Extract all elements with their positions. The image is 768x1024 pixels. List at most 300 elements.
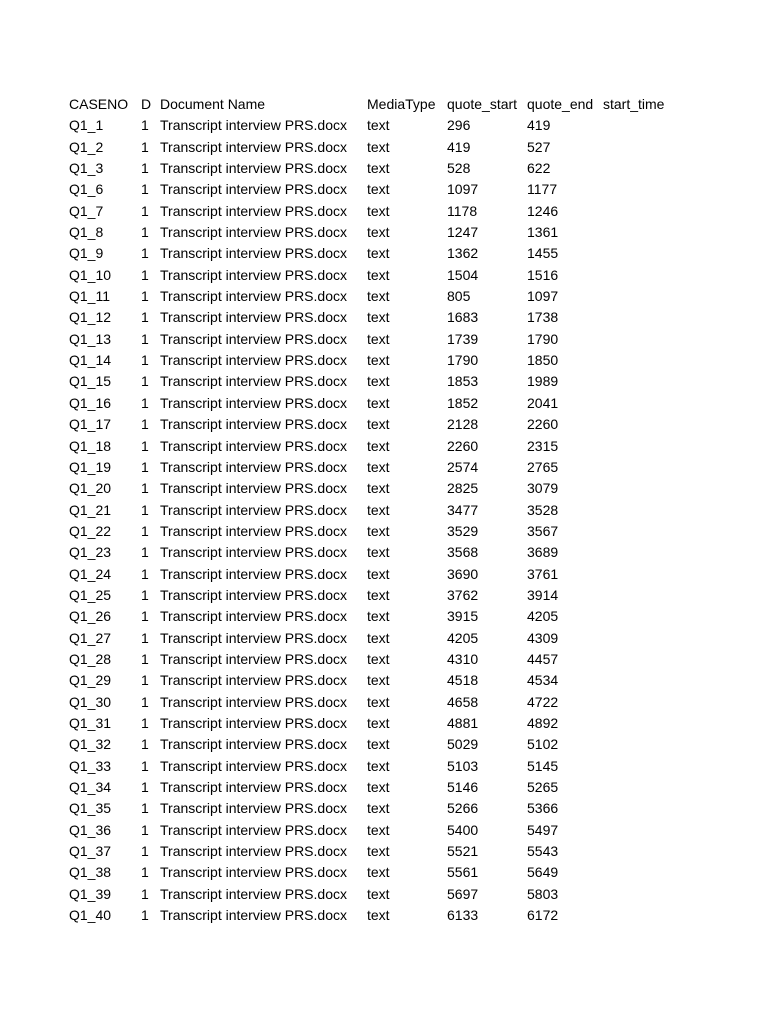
cell-document-name: Transcript interview PRS.docx <box>160 757 347 774</box>
cell-start-time <box>603 393 683 414</box>
cell-caseno: Q1_34 <box>69 779 112 795</box>
cell-start-time <box>603 158 683 179</box>
cell-media-type: text <box>367 160 390 177</box>
cell-start-time <box>603 414 683 435</box>
cell-start-time <box>603 649 683 670</box>
table-row <box>69 371 683 392</box>
cell-quote-end: 6172 <box>527 907 559 924</box>
cell-quote-start: 5400 <box>447 821 479 838</box>
cell-document-name: Transcript interview PRS.docx <box>160 245 347 262</box>
cell-caseno: Q1_35 <box>69 800 112 817</box>
cell-d: 1 <box>141 714 149 731</box>
cell-quote-start: 5697 <box>447 885 479 902</box>
table-row <box>69 905 683 926</box>
cell-media-type: text <box>367 821 390 838</box>
cell-d: 1 <box>141 821 149 838</box>
cell-quote-start: 2128 <box>447 416 479 433</box>
cell-caseno: Q1_32 <box>69 736 112 753</box>
cell-media-type: text <box>367 736 390 753</box>
cell-start-time <box>603 756 683 777</box>
cell-d: 1 <box>141 117 149 134</box>
cell-d: 1 <box>141 586 149 603</box>
cell-d: 1 <box>141 757 149 774</box>
cell-document-name: Transcript interview PRS.docx <box>160 480 347 497</box>
cell-caseno: Q1_23 <box>69 544 112 561</box>
table-row <box>69 542 683 563</box>
header-quote-start: quote_start <box>447 96 518 112</box>
cell-start-time <box>603 329 683 350</box>
table-row <box>69 329 683 350</box>
cell-media-type: text <box>367 416 390 433</box>
cell-caseno: Q1_21 <box>69 501 112 518</box>
table-row <box>69 564 683 585</box>
table-row <box>69 457 683 478</box>
cell-document-name: Transcript interview PRS.docx <box>160 714 347 731</box>
cell-media-type: text <box>367 714 390 731</box>
cell-quote-end: 1097 <box>527 288 559 305</box>
cell-media-type: text <box>367 245 390 262</box>
cell-start-time <box>603 222 683 243</box>
cell-quote-end: 4892 <box>527 714 559 731</box>
cell-document-name: Transcript interview PRS.docx <box>160 458 347 475</box>
cell-quote-start: 2260 <box>447 437 479 454</box>
header-start-time: start_time <box>603 96 665 112</box>
cell-document-name: Transcript interview PRS.docx <box>160 352 347 369</box>
table-row <box>69 436 683 457</box>
cell-quote-end: 5102 <box>527 736 559 753</box>
cell-start-time <box>603 521 683 542</box>
cell-caseno: Q1_14 <box>69 352 112 369</box>
cell-d: 1 <box>141 480 149 497</box>
cell-media-type: text <box>367 650 390 667</box>
cell-document-name: Transcript interview PRS.docx <box>160 800 347 817</box>
cell-document-name: Transcript interview PRS.docx <box>160 650 347 667</box>
cell-document-name: Transcript interview PRS.docx <box>160 544 347 561</box>
cell-d: 1 <box>141 330 149 347</box>
cell-d: 1 <box>141 565 149 582</box>
table-row <box>69 286 683 307</box>
cell-start-time <box>603 585 683 606</box>
cell-caseno: Q1_28 <box>69 650 112 667</box>
cell-d: 1 <box>141 437 149 454</box>
table-row <box>69 243 683 264</box>
cell-document-name: Transcript interview PRS.docx <box>160 522 347 539</box>
table-row <box>69 884 683 905</box>
cell-caseno: Q1_33 <box>69 757 112 774</box>
cell-quote-start: 4658 <box>447 693 479 710</box>
cell-quote-end: 622 <box>527 160 551 177</box>
cell-quote-start: 4881 <box>447 714 479 731</box>
cell-d: 1 <box>141 779 149 795</box>
cell-caseno: Q1_16 <box>69 394 112 411</box>
table-row <box>69 649 683 670</box>
cell-quote-end: 1246 <box>527 202 559 219</box>
cell-document-name: Transcript interview PRS.docx <box>160 437 347 454</box>
spreadsheet-page <box>69 94 683 926</box>
cell-document-name: Transcript interview PRS.docx <box>160 160 347 177</box>
cell-caseno: Q1_3 <box>69 160 104 177</box>
cell-media-type: text <box>367 522 390 539</box>
cell-document-name: Transcript interview PRS.docx <box>160 586 347 603</box>
table-row <box>69 158 683 179</box>
cell-media-type: text <box>367 565 390 582</box>
cell-caseno: Q1_19 <box>69 458 112 475</box>
table-row <box>69 862 683 883</box>
cell-caseno: Q1_13 <box>69 330 112 347</box>
cell-d: 1 <box>141 245 149 262</box>
cell-caseno: Q1_8 <box>69 224 104 241</box>
table-row <box>69 692 683 713</box>
cell-caseno: Q1_27 <box>69 629 112 646</box>
cell-quote-end: 1516 <box>527 266 559 283</box>
cell-caseno: Q1_17 <box>69 416 112 433</box>
cell-quote-end: 1989 <box>527 373 559 390</box>
cell-quote-start: 3477 <box>447 501 479 518</box>
cell-start-time <box>603 286 683 307</box>
cell-start-time <box>603 542 683 563</box>
cell-d: 1 <box>141 202 149 219</box>
cell-caseno: Q1_11 <box>69 288 110 305</box>
cell-media-type: text <box>367 352 390 369</box>
cell-quote-start: 5146 <box>447 779 479 795</box>
cell-d: 1 <box>141 864 149 881</box>
cell-quote-start: 1097 <box>447 181 479 198</box>
cell-start-time <box>603 628 683 649</box>
cell-quote-start: 1178 <box>447 202 478 219</box>
cell-quote-start: 4518 <box>447 672 479 689</box>
cell-media-type: text <box>367 288 390 305</box>
cell-start-time <box>603 500 683 521</box>
cell-quote-start: 5521 <box>447 843 479 860</box>
cell-start-time <box>603 734 683 755</box>
cell-media-type: text <box>367 394 390 411</box>
table-body <box>69 115 683 926</box>
cell-quote-start: 5266 <box>447 800 479 817</box>
cell-document-name: Transcript interview PRS.docx <box>160 394 347 411</box>
cell-start-time <box>603 457 683 478</box>
cell-media-type: text <box>367 373 390 390</box>
cell-d: 1 <box>141 394 149 411</box>
cell-start-time <box>603 115 683 136</box>
cell-media-type: text <box>367 885 390 902</box>
cell-start-time <box>603 884 683 905</box>
cell-document-name: Transcript interview PRS.docx <box>160 330 347 347</box>
table-row <box>69 478 683 499</box>
cell-d: 1 <box>141 693 149 710</box>
cell-quote-end: 1455 <box>527 245 559 262</box>
table-row <box>69 393 683 414</box>
header-document-name: Document Name <box>160 96 266 112</box>
cell-document-name: Transcript interview PRS.docx <box>160 779 347 795</box>
cell-media-type: text <box>367 138 390 155</box>
cell-document-name: Transcript interview PRS.docx <box>160 821 347 838</box>
cell-quote-end: 1738 <box>527 309 559 326</box>
cell-media-type: text <box>367 608 390 625</box>
cell-quote-start: 5561 <box>447 864 479 881</box>
cell-caseno: Q1_18 <box>69 437 112 454</box>
table-row <box>69 350 683 371</box>
cell-quote-start: 528 <box>447 160 471 177</box>
cell-quote-start: 419 <box>447 138 471 155</box>
cell-d: 1 <box>141 352 149 369</box>
cell-media-type: text <box>367 843 390 860</box>
cell-start-time <box>603 201 683 222</box>
header-media-type: MediaType <box>367 96 436 112</box>
cell-d: 1 <box>141 416 149 433</box>
cell-quote-start: 1790 <box>447 352 479 369</box>
cell-caseno: Q1_38 <box>69 864 112 881</box>
header-d: D <box>141 96 152 112</box>
cell-caseno: Q1_39 <box>69 885 112 902</box>
cell-document-name: Transcript interview PRS.docx <box>160 501 347 518</box>
cell-media-type: text <box>367 437 390 454</box>
cell-quote-end: 1850 <box>527 352 559 369</box>
cell-media-type: text <box>367 800 390 817</box>
cell-d: 1 <box>141 181 149 198</box>
cell-caseno: Q1_40 <box>69 907 112 924</box>
cell-d: 1 <box>141 266 149 283</box>
cell-quote-start: 1683 <box>447 309 479 326</box>
cell-d: 1 <box>141 650 149 667</box>
cell-start-time <box>603 777 683 798</box>
table-row <box>69 265 683 286</box>
cell-start-time <box>603 798 683 819</box>
cell-media-type: text <box>367 544 390 561</box>
cell-quote-end: 5145 <box>527 757 559 774</box>
cell-d: 1 <box>141 843 149 860</box>
cell-quote-start: 296 <box>447 117 471 134</box>
cell-quote-end: 1177 <box>527 181 558 198</box>
cell-caseno: Q1_20 <box>69 480 112 497</box>
header-row <box>69 94 683 115</box>
table-row <box>69 179 683 200</box>
cell-quote-end: 4722 <box>527 693 559 710</box>
cell-media-type: text <box>367 864 390 881</box>
table-row <box>69 115 683 136</box>
cell-start-time <box>603 692 683 713</box>
cell-d: 1 <box>141 373 149 390</box>
cell-document-name: Transcript interview PRS.docx <box>160 608 347 625</box>
table-row <box>69 307 683 328</box>
cell-start-time <box>603 478 683 499</box>
table-row <box>69 222 683 243</box>
cell-start-time <box>603 905 683 926</box>
cell-quote-start: 6133 <box>447 907 479 924</box>
cell-quote-end: 3689 <box>527 544 559 561</box>
cell-caseno: Q1_26 <box>69 608 112 625</box>
quotes-table <box>69 94 683 926</box>
cell-document-name: Transcript interview PRS.docx <box>160 672 347 689</box>
cell-start-time <box>603 564 683 585</box>
cell-quote-end: 2041 <box>527 394 559 411</box>
cell-media-type: text <box>367 117 390 134</box>
cell-start-time <box>603 350 683 371</box>
cell-d: 1 <box>141 608 149 625</box>
cell-media-type: text <box>367 266 390 283</box>
table-row <box>69 841 683 862</box>
cell-media-type: text <box>367 907 390 924</box>
cell-document-name: Transcript interview PRS.docx <box>160 885 347 902</box>
cell-caseno: Q1_1 <box>69 117 104 134</box>
cell-quote-start: 3762 <box>447 586 479 603</box>
cell-quote-start: 1362 <box>447 245 479 262</box>
table-row <box>69 670 683 691</box>
cell-quote-end: 2765 <box>527 458 559 475</box>
cell-start-time <box>603 179 683 200</box>
cell-media-type: text <box>367 330 390 347</box>
table-header <box>69 94 683 115</box>
cell-caseno: Q1_10 <box>69 266 112 283</box>
header-caseno: CASENO <box>69 96 129 112</box>
table-row <box>69 798 683 819</box>
cell-quote-end: 4309 <box>527 629 559 646</box>
cell-document-name: Transcript interview PRS.docx <box>160 736 347 753</box>
table-row <box>69 734 683 755</box>
cell-document-name: Transcript interview PRS.docx <box>160 864 347 881</box>
cell-media-type: text <box>367 224 390 241</box>
cell-d: 1 <box>141 224 149 241</box>
cell-start-time <box>603 606 683 627</box>
cell-quote-end: 3914 <box>527 586 559 603</box>
cell-media-type: text <box>367 202 390 219</box>
cell-quote-end: 5543 <box>527 843 559 860</box>
cell-document-name: Transcript interview PRS.docx <box>160 181 347 198</box>
cell-document-name: Transcript interview PRS.docx <box>160 138 347 155</box>
cell-quote-start: 1247 <box>447 224 479 241</box>
table-row <box>69 500 683 521</box>
cell-quote-end: 5265 <box>527 779 559 795</box>
cell-quote-end: 4205 <box>527 608 559 625</box>
cell-start-time <box>603 713 683 734</box>
table-row <box>69 606 683 627</box>
cell-document-name: Transcript interview PRS.docx <box>160 843 347 860</box>
cell-d: 1 <box>141 309 149 326</box>
cell-start-time <box>603 670 683 691</box>
table-row <box>69 777 683 798</box>
cell-media-type: text <box>367 629 390 646</box>
cell-media-type: text <box>367 458 390 475</box>
cell-caseno: Q1_6 <box>69 181 104 198</box>
cell-quote-end: 3761 <box>527 565 559 582</box>
table-row <box>69 756 683 777</box>
cell-quote-end: 5649 <box>527 864 559 881</box>
cell-document-name: Transcript interview PRS.docx <box>160 224 347 241</box>
cell-document-name: Transcript interview PRS.docx <box>160 117 347 134</box>
cell-quote-end: 3567 <box>527 522 559 539</box>
table-row <box>69 820 683 841</box>
table-row <box>69 628 683 649</box>
table-row <box>69 201 683 222</box>
cell-start-time <box>603 436 683 457</box>
table-row <box>69 521 683 542</box>
cell-d: 1 <box>141 544 149 561</box>
cell-start-time <box>603 862 683 883</box>
cell-start-time <box>603 820 683 841</box>
cell-quote-end: 4457 <box>527 650 559 667</box>
cell-quote-start: 805 <box>447 288 471 305</box>
cell-caseno: Q1_24 <box>69 565 112 582</box>
cell-quote-end: 1790 <box>527 330 559 347</box>
cell-d: 1 <box>141 501 149 518</box>
cell-document-name: Transcript interview PRS.docx <box>160 288 347 305</box>
cell-media-type: text <box>367 181 390 198</box>
cell-caseno: Q1_9 <box>69 245 104 262</box>
cell-caseno: Q1_12 <box>69 309 112 326</box>
cell-d: 1 <box>141 160 149 177</box>
cell-caseno: Q1_7 <box>69 202 104 219</box>
cell-quote-start: 4205 <box>447 629 479 646</box>
cell-caseno: Q1_31 <box>69 714 112 731</box>
cell-quote-end: 2315 <box>527 437 559 454</box>
table-row <box>69 585 683 606</box>
cell-quote-end: 527 <box>527 138 551 155</box>
cell-quote-start: 4310 <box>447 650 479 667</box>
cell-quote-end: 4534 <box>527 672 559 689</box>
cell-d: 1 <box>141 522 149 539</box>
cell-d: 1 <box>141 672 149 689</box>
cell-document-name: Transcript interview PRS.docx <box>160 907 347 924</box>
cell-quote-start: 2574 <box>447 458 479 475</box>
cell-quote-start: 1852 <box>447 394 479 411</box>
cell-start-time <box>603 841 683 862</box>
cell-quote-start: 1739 <box>447 330 479 347</box>
cell-quote-end: 2260 <box>527 416 559 433</box>
cell-caseno: Q1_15 <box>69 373 112 390</box>
cell-d: 1 <box>141 907 149 924</box>
cell-caseno: Q1_36 <box>69 821 112 838</box>
cell-quote-end: 1361 <box>527 224 559 241</box>
cell-media-type: text <box>367 672 390 689</box>
cell-document-name: Transcript interview PRS.docx <box>160 565 347 582</box>
cell-media-type: text <box>367 480 390 497</box>
cell-media-type: text <box>367 309 390 326</box>
cell-start-time <box>603 265 683 286</box>
cell-start-time <box>603 371 683 392</box>
cell-quote-start: 1504 <box>447 266 479 283</box>
cell-start-time <box>603 243 683 264</box>
cell-quote-start: 5029 <box>447 736 479 753</box>
cell-media-type: text <box>367 693 390 710</box>
cell-caseno: Q1_30 <box>69 693 112 710</box>
cell-quote-end: 3079 <box>527 480 559 497</box>
cell-d: 1 <box>141 138 149 155</box>
table-row <box>69 414 683 435</box>
table-row <box>69 713 683 734</box>
cell-document-name: Transcript interview PRS.docx <box>160 309 347 326</box>
cell-document-name: Transcript interview PRS.docx <box>160 202 347 219</box>
cell-document-name: Transcript interview PRS.docx <box>160 266 347 283</box>
cell-caseno: Q1_37 <box>69 843 112 860</box>
cell-quote-end: 5497 <box>527 821 559 838</box>
cell-quote-end: 5803 <box>527 885 559 902</box>
cell-quote-end: 419 <box>527 117 551 134</box>
cell-start-time <box>603 307 683 328</box>
cell-media-type: text <box>367 779 390 795</box>
cell-caseno: Q1_22 <box>69 522 112 539</box>
cell-d: 1 <box>141 629 149 646</box>
cell-quote-start: 3529 <box>447 522 479 539</box>
cell-quote-start: 2825 <box>447 480 479 497</box>
cell-document-name: Transcript interview PRS.docx <box>160 693 347 710</box>
cell-quote-end: 5366 <box>527 800 559 817</box>
cell-caseno: Q1_29 <box>69 672 112 689</box>
cell-caseno: Q1_25 <box>69 586 112 603</box>
cell-start-time <box>603 137 683 158</box>
cell-quote-start: 3915 <box>447 608 479 625</box>
cell-quote-start: 3568 <box>447 544 479 561</box>
cell-quote-end: 3528 <box>527 501 559 518</box>
cell-media-type: text <box>367 586 390 603</box>
